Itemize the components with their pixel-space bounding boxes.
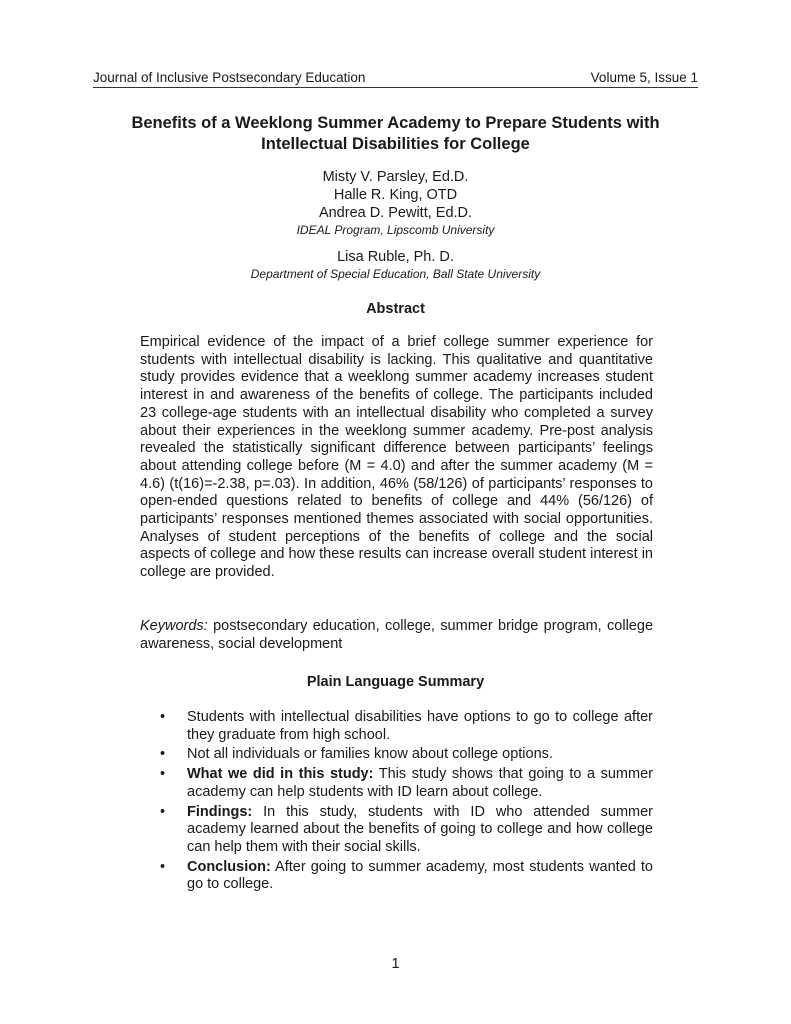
bullet-text: In this study, students with ID who attended summer academy learned about the benefits of going to college and how college can help them with their social skills. [187,803,653,855]
bullet-text: Students with intellectual disabilities have options to go to college after they graduate from high school. [187,709,653,743]
title-line-2: Intellectual Disabilities for College [261,135,530,153]
abstract-heading: Abstract [366,301,425,317]
author-1: Misty V. Parsley, Ed.D. [322,169,469,185]
keywords [140,618,653,653]
paper-title [93,113,698,155]
plain-language-list [140,709,653,896]
running-header [93,70,698,88]
list-item [140,709,653,744]
bullet-text: After going to summer academy, most students wanted to go to college. [187,858,653,893]
affiliation-2: Department of Special Education, Ball State University [250,267,541,281]
keywords-label: Keywords: [140,618,208,634]
author-2: Halle R. King, OTD [333,187,458,203]
list-item [140,766,653,801]
abstract-text: Empirical evidence of the impact of a brief college summer experience for students with intellectual disability is lacking. This qualitative and quantitative study provides evidence that a weeklong summer academy increases student interest in and awareness of the benefits of college. The participants included 23 college-age students with an intellectual disability who completed a survey about their experiences in the weeklong summer academy. Pre-post analysis revealed the statistically significant difference between participants’ feelings about attending college before (M = 4.0) and after the summer academy (M = 4.6) (t(16)=-2.38, p=.03). In addition, 46% (58/126) of participants’ responses to open-ended questions related to benefits of college and 44% (56/126) of participants’ responses mentioned themes associated with social opportunities. Analyses of student perceptions of the benefits of college and the social aspects of college and how these results can increase overall student interest in college are provided. [140,334,653,581]
bullet-icon: • [160,766,166,783]
list-item [140,804,653,857]
bullet-icon: • [160,803,166,820]
page-number: 1 [391,956,400,972]
author-spacer [93,238,698,248]
bullet-icon: • [160,709,166,725]
volume-issue: Volume 5, Issue 1 [590,70,698,85]
author-block [93,168,698,282]
affiliation-1: IDEAL Program, Lipscomb University [296,223,495,237]
journal-name: Journal of Inclusive Postsecondary Education [93,70,366,85]
author-4: Lisa Ruble, Ph. D. [337,249,454,265]
bullet-text: Not all individuals or families know about college options. [187,746,553,763]
list-item [140,859,653,894]
bullet-text: This study shows that going to a summer academy can help students with ID learn about college. [187,766,653,800]
title-line-1: Benefits of a Weeklong Summer Academy to Prepare Students with [131,114,660,132]
list-item [140,746,653,764]
bullet-label: Findings: [187,803,253,820]
bullet-label: What we did in this study: [187,766,374,783]
bullet-icon: • [160,746,166,763]
bullet-icon: • [160,858,166,875]
plain-language-heading: Plain Language Summary [306,674,485,690]
bullet-label: Conclusion: [187,858,271,875]
author-3: Andrea D. Pewitt, Ed.D. [318,205,473,221]
keywords-text: postsecondary education, college, summer bridge program, college awareness, social development [140,618,654,652]
